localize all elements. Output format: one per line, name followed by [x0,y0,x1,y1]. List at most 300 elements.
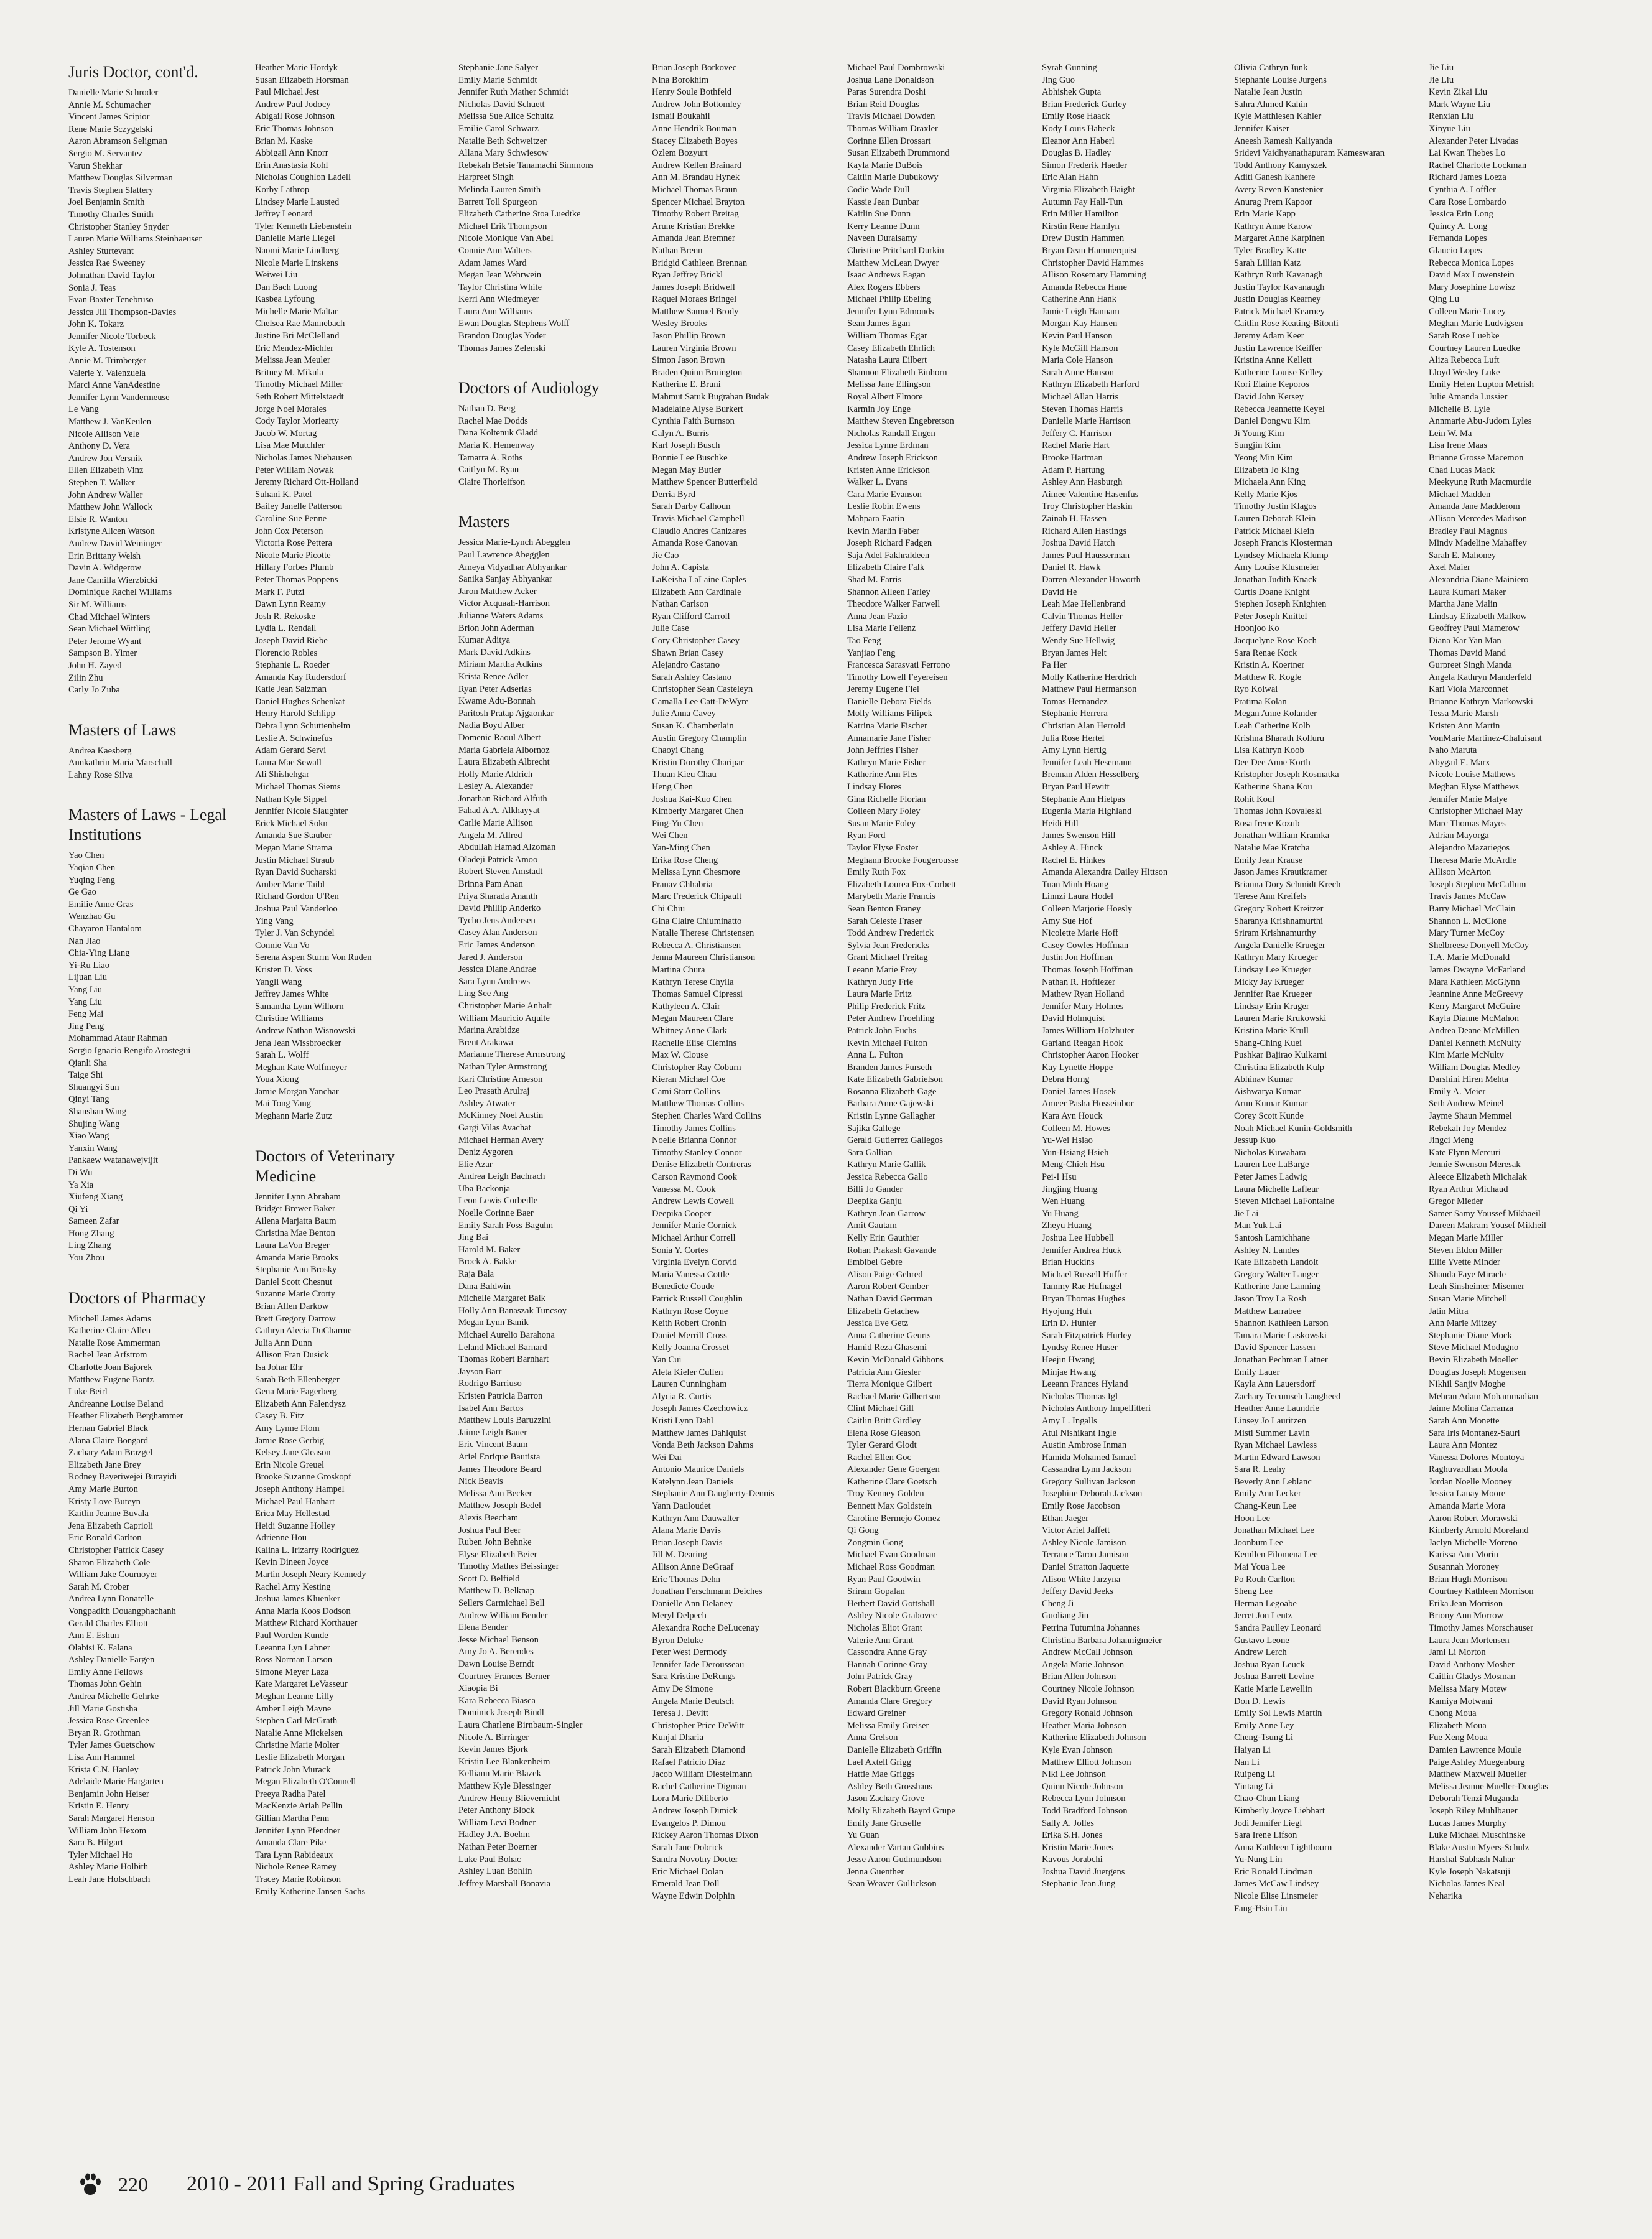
graduate-name: Maria Cole Hanson [1042,355,1113,366]
graduate-name: Kristin Dorothy Charipar [652,757,744,768]
graduate-list [255,1191,442,1898]
graduate-list [847,62,1034,1891]
graduate-name: Francesca Sarasvati Ferrono [847,660,950,671]
graduate-name: Sean Weaver Gullickson [847,1879,937,1889]
graduate-name: Gregory Robert Kreitzer [1234,903,1324,914]
graduate-name: Varun Shekhar [68,161,123,171]
graduate-name: Elena Bender [458,1622,508,1633]
graduate-name: Vanessa M. Cook [652,1184,716,1194]
graduate-name: Emily Marie Schmidt [458,75,537,85]
graduate-name: Shujing Wang [68,1119,120,1129]
graduate-name: Brandon Douglas Yoder [458,331,546,342]
graduate-name: Jeremy Eugene Fiel [847,684,919,695]
graduate-name: Heather Maria Johnson [1042,1720,1127,1731]
graduate-name: Joseph Francis Klosterman [1234,538,1333,549]
graduate-name: Caitlin Rose Keating-Bitonti [1234,319,1339,329]
graduate-name: Sean James Egan [847,319,911,329]
graduate-name: Emily Anne Fellows [68,1667,143,1677]
graduate-name: Jennifer Jade Derousseau [652,1659,745,1670]
graduate-name: Peter Thomas Poppens [255,574,338,585]
graduate-name: Danielle Marie Liegel [255,233,335,244]
graduate-name: Patrick Michael Klein [1234,526,1314,536]
graduate-name: Barbara Anne Gajewski [847,1099,934,1109]
graduate-name: Kristy Love Buteyn [68,1496,141,1507]
graduate-name: Natalie Therese Christensen [652,928,754,939]
graduate-name: Lisa Marie Fellenz [847,623,916,634]
graduate-name: Jenna Guenther [847,1866,904,1877]
graduate-name: Olabisi K. Falana [68,1642,132,1653]
graduate-name: Sridevi Vaidhyanathapuram Kameswaran [1234,148,1385,159]
graduate-name: Rickey Aaron Thomas Dixon [652,1830,759,1841]
graduate-name: Adam P. Hartung [1042,465,1105,475]
graduate-name: Raghuvardhan Moola [1429,1464,1508,1475]
graduate-name: Lesley A. Alexander [458,781,533,792]
graduate-name: Laura Jean Mortensen [1429,1635,1510,1646]
graduate-name: Paige Ashley Muegenburg [1429,1757,1525,1767]
graduate-name: John Patrick Gray [847,1672,913,1682]
graduate-name: Ann M. Brandau Hynek [652,172,740,183]
graduate-name: John Andrew Waller [68,490,143,500]
graduate-name: Kristopher Joseph Kosmatka [1234,770,1339,780]
graduate-name: Nina Borokhim [652,75,709,85]
graduate-name: Florencio Robles [255,648,318,658]
graduate-name: Michael Thomas Siems [255,782,341,793]
graduate-name: Kelly Joanna Crosset [652,1343,730,1353]
graduate-name: Stephanie Ann Daugherty-Dennis [652,1489,774,1499]
graduate-name: Timothy Charles Smith [68,209,154,220]
graduate-name: Jaron Matthew Acker [458,586,537,597]
graduate-name: Abbigail Ann Knorr [255,148,328,159]
graduate-name: Jennifer Nicole Torbeck [68,331,156,342]
graduate-name: Sarah L. Wolff [255,1050,309,1061]
graduate-name: Marc Thomas Mayes [1429,818,1506,829]
graduate-name: Lindsay Erin Kruger [1234,1001,1309,1012]
graduate-name: Ali Shishehgar [255,770,310,780]
graduate-name: Michael Philip Ebeling [847,294,932,305]
graduate-name: Ashley Nicole Grabovec [847,1611,937,1621]
graduate-name: Kate Margaret LeVasseur [255,1679,348,1690]
graduate-name: Kristin Lee Blankenheim [458,1756,550,1767]
graduate-name: Evan Baxter Tenebruso [68,295,154,305]
graduate-name: Heejin Hwang [1042,1354,1095,1365]
graduate-name: Sylvia Jean Fredericks [847,940,930,951]
graduate-name: Kathryn Marie Gallik [847,1160,926,1170]
graduate-name: Melissa Mary Motew [1429,1683,1507,1694]
graduate-name: Jeffrey Leonard [255,209,313,220]
graduate-name: Embibel Gebre [847,1257,903,1268]
graduate-name: Meghan Leanne Lilly [255,1692,334,1701]
graduate-name: Margaret Anne Karpinen [1234,233,1325,244]
graduate-name: Emily Jane Gruselle [847,1818,921,1828]
graduate-name: David John Kersey [1234,392,1304,403]
graduate-name: Taylor Elyse Foster [847,843,919,853]
graduate-name: Kori Elaine Keporos [1234,379,1309,390]
graduate-name: Lloyd Wesley Luke [1429,367,1500,378]
graduate-name: Calvin Thomas Heller [1042,611,1123,621]
graduate-name: Hoonjoo Ko [1234,623,1279,634]
graduate-name: Kara Ayn Houck [1042,1111,1103,1122]
graduate-name: Kathryn Ruth Kavanagh [1234,270,1323,281]
graduate-name: Herbert David Gottshall [847,1598,935,1609]
graduate-name: Sara Gallian [847,1147,893,1158]
graduate-name: Ross Norman Larson [255,1655,333,1665]
graduate-name: Caitlin Britt Girdley [847,1415,921,1426]
graduate-name: William Douglas Medley [1429,1062,1521,1073]
graduate-name: Amanda Rebecca Hane [1042,282,1127,292]
graduate-name: Hong Zhang [68,1228,114,1239]
graduate-name: Natalie Beth Schweitzer [458,136,547,146]
graduate-name: Misti Summer Lavin [1234,1428,1310,1438]
graduate-name: Megan May Butler [652,465,722,475]
graduate-name: Henry Harold Schlipp [255,709,335,719]
graduate-name: Jaime Molina Carranza [1429,1403,1514,1414]
graduate-name: Thomas James Zelenski [458,343,546,353]
graduate-name: Jessup Kuo [1234,1135,1276,1146]
graduate-name: Jennifer Mary Holmes [1042,1001,1124,1012]
graduate-name: Emily Helen Lupton Metrish [1429,379,1534,390]
graduate-name: Melinda Lauren Smith [458,184,541,195]
graduate-name: Yann Dauloudet [652,1501,711,1512]
graduate-name: Patrick Russell Coughlin [652,1293,743,1304]
graduate-name: Casey Alan Anderson [458,928,537,938]
graduate-name: Douglas Joseph Mogensen [1429,1367,1526,1377]
graduate-name: Cory Christopher Casey [652,635,740,646]
graduate-name: Andrea Lynn Donatelle [68,1594,154,1604]
graduate-name: Leo Prasath Arulraj [458,1086,530,1097]
graduate-name: Zongmin Gong [847,1537,903,1548]
graduate-name: Bailey Janelle Patterson [255,501,343,512]
graduate-name: Bryan Thomas Hughes [1042,1293,1126,1304]
graduate-name: Emerald Jean Doll [652,1879,720,1889]
graduate-name: Ashley Danielle Fargen [68,1655,155,1665]
graduate-name: Kathryn Judy Frie [847,977,914,987]
graduate-name: McKinney Noel Austin [458,1110,544,1121]
graduate-name: Timothy Stanley Connor [652,1147,742,1158]
graduate-name: Matthew McLean Dwyer [847,258,939,268]
graduate-name: Molly Williams Filipek [847,709,932,719]
graduate-name: Yao Chen [68,850,104,861]
graduate-name: Oladeji Patrick Amoo [458,854,538,865]
graduate-name: Patrick John Murack [255,1764,331,1775]
graduate-name: Dareen Makram Yousef Mikheil [1429,1221,1546,1231]
graduate-name: David He [1042,587,1077,597]
graduate-name: Lai Kwan Thebes Lo [1429,148,1506,159]
graduate-name: Amanda Clare Gregory [847,1696,932,1706]
graduate-name: Emily Rose Jacobson [1042,1501,1120,1512]
graduate-name: Yan-Ming Chen [652,843,710,853]
graduate-name: Rebecca Lynn Johnson [1042,1794,1126,1804]
graduate-name: Ryan David Sucharski [255,867,336,878]
graduate-name: Lora Marie Diliberto [652,1794,728,1804]
graduate-name: Yang Liu [68,997,103,1007]
section-heading: Juris Doctor, cont'd. [68,63,198,81]
graduate-name: Susannah Moroney [1429,1562,1500,1573]
graduate-name: Mahpara Faatin [847,513,904,524]
graduate-name: Geoffrey Paul Mamerow [1429,623,1520,634]
graduate-name: Christina Elizabeth Kulp [1234,1062,1325,1073]
graduate-name: Darren Alexander Haworth [1042,574,1141,585]
graduate-name: Amy Jo A. Berendes [458,1647,534,1657]
graduate-name: John H. Zayed [68,660,122,671]
graduate-name: Kelsey Jane Gleason [255,1448,331,1458]
graduate-name: Meekyung Ruth Macmurdie [1429,477,1532,488]
graduate-name: Rodrigo Barriuso [458,1379,522,1389]
graduate-name: Amanda Kay Rudersdorf [255,672,346,682]
graduate-name: Katherine Louise Kelley [1234,367,1324,378]
graduate-name: Lisa Irene Maas [1429,440,1488,451]
graduate-name: Jorge Noel Morales [255,404,327,414]
graduate-name: Patricia Ann Giesler [847,1367,921,1377]
graduate-name: Meghan Elyse Matthews [1429,782,1520,793]
graduate-name: Pushkar Bajirao Kulkarni [1234,1050,1327,1061]
graduate-name: Chad Michael Winters [68,612,151,622]
graduate-name: Marina Arabidze [458,1025,520,1036]
graduate-list [68,850,255,1264]
graduate-name: Sarah Ashley Castano [652,672,732,682]
graduate-name: Stephanie Louise Jurgens [1234,75,1327,85]
graduate-list [652,62,838,1903]
graduate-name: Sean Michael Wittling [68,624,151,635]
graduate-name: Paritosh Pratap Ajgaonkar [458,708,554,719]
section-heading: Masters of Laws [68,720,177,739]
graduate-name: Katherine Clare Goetsch [847,1476,937,1487]
graduate-name: Jennifer Rae Krueger [1234,989,1312,1000]
graduate-name: Preeya Radha Patel [255,1789,326,1799]
graduate-name: Jeffery David Heller [1042,623,1116,634]
graduate-name: Rachael Marie Gilbertson [847,1391,941,1402]
graduate-name: Cara Marie Evanson [847,489,922,500]
graduate-name: Susan Marie Foley [847,818,916,829]
graduate-name: Quinn Nicole Johnson [1042,1781,1123,1792]
graduate-name: Mehran Adam Mohammadian [1429,1391,1538,1402]
graduate-name: Danielle Elizabeth Griffin [847,1744,942,1755]
graduate-name: Colleen Mary Foley [847,806,921,817]
graduate-name: Kristin A. Koertner [1234,660,1305,671]
graduate-name: Gerald Charles Elliott [68,1618,149,1629]
graduate-name: Caitlyn M. Ryan [458,465,519,475]
graduate-name: Henry Soule Bothfeld [652,87,732,98]
graduate-name: Damien Lawrence Moule [1429,1744,1522,1755]
graduate-name: Isa Johar Ehr [255,1362,303,1372]
graduate-name: Susan K. Chamberlain [652,721,734,732]
graduate-name: Eric Vincent Baum [458,1440,528,1450]
graduate-name: Thomas David Mand [1429,648,1506,658]
graduate-name: Cheng-Tsung Li [1234,1733,1294,1743]
graduate-name: Troy Christopher Haskin [1042,501,1133,512]
graduate-name: Kristin Marie Jones [1042,1842,1114,1853]
graduate-name: Lein W. Ma [1429,428,1472,439]
graduate-name: Ya Xia [68,1180,94,1190]
graduate-name: Angela M. Allred [458,830,522,840]
graduate-name: Peter West Dermody [652,1647,727,1658]
graduate-name: Brooke Hartman [1042,453,1103,463]
graduate-name: Timothy Michael Miller [255,379,343,390]
graduate-name: Debra Horng [1042,1074,1090,1085]
graduate-name: Paul Lawrence Abegglen [458,550,550,560]
graduate-name: Richard Gordon U'Ren [255,891,339,902]
graduate-name: Ameer Pasha Hosseinbor [1042,1099,1134,1109]
graduate-name: Courtney Lauren Luedke [1429,343,1520,353]
graduate-name: Ryan Jeffrey Brickl [652,270,723,281]
graduate-name: Scott D. Belfield [458,1573,520,1584]
graduate-name: Christopher Patrick Casey [68,1545,164,1555]
graduate-name: Derria Byrd [652,489,696,500]
graduate-name: Jennifer Nicole Slaughter [255,806,348,817]
graduate-name: Eric Thomas Dehn [652,1574,720,1585]
graduate-name: Sharon Elizabeth Cole [68,1557,151,1568]
graduate-name: Rosanna Elizabeth Gage [847,1086,937,1097]
graduate-name: Avery Reven Kanstenier [1234,184,1324,195]
graduate-name: Elie Azar [458,1159,493,1170]
graduate-name: Billi Jo Gander [847,1184,903,1194]
graduate-name: John Jeffries Fisher [847,745,919,756]
graduate-name: Sampson B. Yimer [68,648,137,659]
graduate-name: Nicholas Kuwahara [1234,1147,1306,1158]
graduate-name: Briony Ann Morrow [1429,1611,1503,1621]
graduate-name: Julianne Waters Adams [458,610,544,621]
graduate-name: Kathryn Terese Chylla [652,977,734,987]
graduate-name: Abdullah Hamad Alzoman [458,842,556,853]
graduate-name: Jonathan Judith Knack [1234,574,1317,585]
graduate-name: Michael Ross Goodman [847,1562,935,1573]
graduate-name: Rachel Marie Hart [1042,440,1110,451]
graduate-name: Jacob W. Mortag [255,428,317,439]
graduate-name: Patrick Michael Kearney [1234,306,1325,317]
graduate-name: Ann Marie Mitzey [1429,1318,1497,1329]
graduate-name: Fernanda Lopes [1429,233,1487,244]
graduate-name: Ashley Sturtevant [68,246,134,256]
graduate-name: Jeffery David Jeeks [1042,1586,1113,1597]
graduate-name: Lisa Mae Mutchler [255,440,325,451]
graduate-name: Aaron Robert Gember [847,1282,929,1292]
graduate-name: Vincent James Scipior [68,112,150,123]
graduate-name: Adam James Ward [458,258,527,268]
graduate-name: Colleen Marie Lucey [1429,306,1506,317]
graduate-name: Amanda Jane Madderom [1429,501,1520,512]
graduate-list [68,87,255,697]
graduate-name: Yu-Nung Lin [1234,1855,1283,1865]
graduate-name: Man Yuk Lai [1234,1221,1282,1231]
graduate-name: Travis James McCaw [1429,891,1507,902]
graduate-name: Fahad A.A. Alkhayyat [458,806,540,816]
graduate-name: Brooke Suzanne Groskopf [255,1472,351,1483]
graduate-name: Karissa Ann Morin [1429,1550,1498,1560]
graduate-name: David Holmquist [1042,1013,1105,1024]
graduate-name: Kaitlin Sue Dunn [847,209,911,220]
graduate-name: Daniel James Hosek [1042,1086,1116,1097]
graduate-name: Brian Allen Darkow [255,1301,329,1311]
graduate-name: Thuan Kieu Chau [652,770,717,780]
graduate-name: Benjamin John Heiser [68,1789,149,1799]
graduate-name: Suzanne Marie Crotty [255,1289,335,1300]
graduate-name: Yu-Wei Hsiao [1042,1135,1093,1146]
graduate-name: Kristen Patricia Barron [458,1390,543,1401]
graduate-name: Chang-Keun Lee [1234,1501,1297,1512]
graduate-name: Wenzhao Gu [68,911,116,922]
graduate-name: Sriram Krishnamurthy [1234,928,1316,939]
graduate-name: Michael Herman Avery [458,1135,544,1145]
graduate-name: Arune Kristian Brekke [652,221,735,231]
graduate-name: Julie Case [652,623,689,634]
name-column [652,62,838,1903]
graduate-name: Jessica Marie-Lynch Abegglen [458,538,570,548]
graduate-name: Stephanie Jane Salyer [458,63,539,73]
graduate-name: Annkathrin Maria Marschall [68,758,172,768]
graduate-name: Susan Elizabeth Drummond [847,148,950,159]
graduate-name: Steven Thomas Harris [1042,404,1123,414]
graduate-name: Gerald Gutierrez Gallegos [847,1135,943,1146]
graduate-name: Anna Maria Koos Dodson [255,1606,351,1616]
graduate-name: Jessica Erin Long [1429,209,1493,220]
graduate-name: Matthew Joseph Bedel [458,1501,541,1511]
graduate-name: Richard Allen Hastings [1042,526,1127,536]
graduate-name: Sarah Darby Calhoun [652,501,731,512]
graduate-name: Heng Chen [652,782,694,793]
section-heading: Masters [458,513,510,531]
graduate-name: Tycho Jens Andersen [458,915,536,926]
graduate-name: Virginia Elizabeth Haight [1042,184,1135,195]
graduate-name: Tao Feng [847,635,881,646]
graduate-name: Cheng Ji [1042,1598,1074,1609]
graduate-name: Heather Elizabeth Berghammer [68,1411,183,1422]
graduate-name: Shelbreese Donyell McCoy [1429,940,1529,951]
graduate-name: Kevin Marlin Faber [847,526,919,536]
graduate-name: Martha Jane Malin [1429,599,1498,610]
graduate-list [458,537,645,1890]
graduate-name: Eric Alan Hahn [1042,172,1098,183]
graduate-name: Laura Michelle Lafleur [1234,1184,1319,1194]
graduate-name: Nadia Boyd Alber [458,720,525,731]
graduate-name: Kari Viola Marconnet [1429,684,1508,695]
graduate-name: Sarah M. Crober [68,1581,129,1592]
graduate-name: Amanda Jean Bremner [652,233,735,244]
graduate-name: Qi Yi [68,1204,88,1214]
graduate-name: Xinyue Liu [1429,123,1470,134]
graduate-name: William Levi Bodner [458,1817,536,1828]
graduate-name: Thomas John Gehin [68,1679,142,1690]
graduate-name: Andrea Michelle Gehrke [68,1692,159,1702]
graduate-name: Jingci Meng [1429,1135,1474,1146]
graduate-name: Leah Catherine Kolb [1234,721,1311,732]
graduate-name: Jason Zachary Grove [847,1794,924,1804]
graduate-name: Abigail Rose Johnson [255,111,335,122]
graduate-name: Luke Michael Muschinske [1429,1830,1526,1841]
graduate-name: Rachel Amy Kesting [255,1581,331,1592]
graduate-name: Sarah Rose Luebke [1429,331,1500,342]
graduate-name: Christopher Aaron Hooker [1042,1050,1139,1061]
graduate-name: Dana Baldwin [458,1281,511,1292]
graduate-name: Kyle Matthiesen Kahler [1234,111,1322,122]
graduate-name: Samer Samy Youssef Mikhaeil [1429,1208,1541,1219]
graduate-name: Christian Alan Herrold [1042,721,1125,732]
graduate-name: Ethan Jaeger [1042,1513,1088,1524]
graduate-name: Jessica Rebecca Gallo [847,1172,928,1183]
graduate-name: Brianne Kathryn Markowski [1429,696,1533,707]
graduate-name: Nathan Brenn [652,245,703,256]
graduate-name: Kerry Leanne Dunn [847,221,920,231]
graduate-name: Holly Ann Banaszak Tuncsoy [458,1305,567,1316]
graduate-name: Daniel Stratton Jaquette [1042,1562,1130,1573]
graduate-name: Nicole Louise Mathews [1429,770,1516,780]
graduate-name: Jonathan Michael Lee [1234,1525,1314,1536]
graduate-list [1042,62,1228,1891]
graduate-name: Sungjin Kim [1234,440,1281,451]
graduate-name: Kristi Lynn Dahl [652,1415,713,1426]
graduate-name: Kristen Anne Erickson [847,465,930,475]
graduate-name: Amanda Sue Stauber [255,831,332,841]
graduate-name: Cassandra Lynn Jackson [1042,1464,1131,1475]
graduate-name: Marci Anne VanAdestine [68,380,160,391]
